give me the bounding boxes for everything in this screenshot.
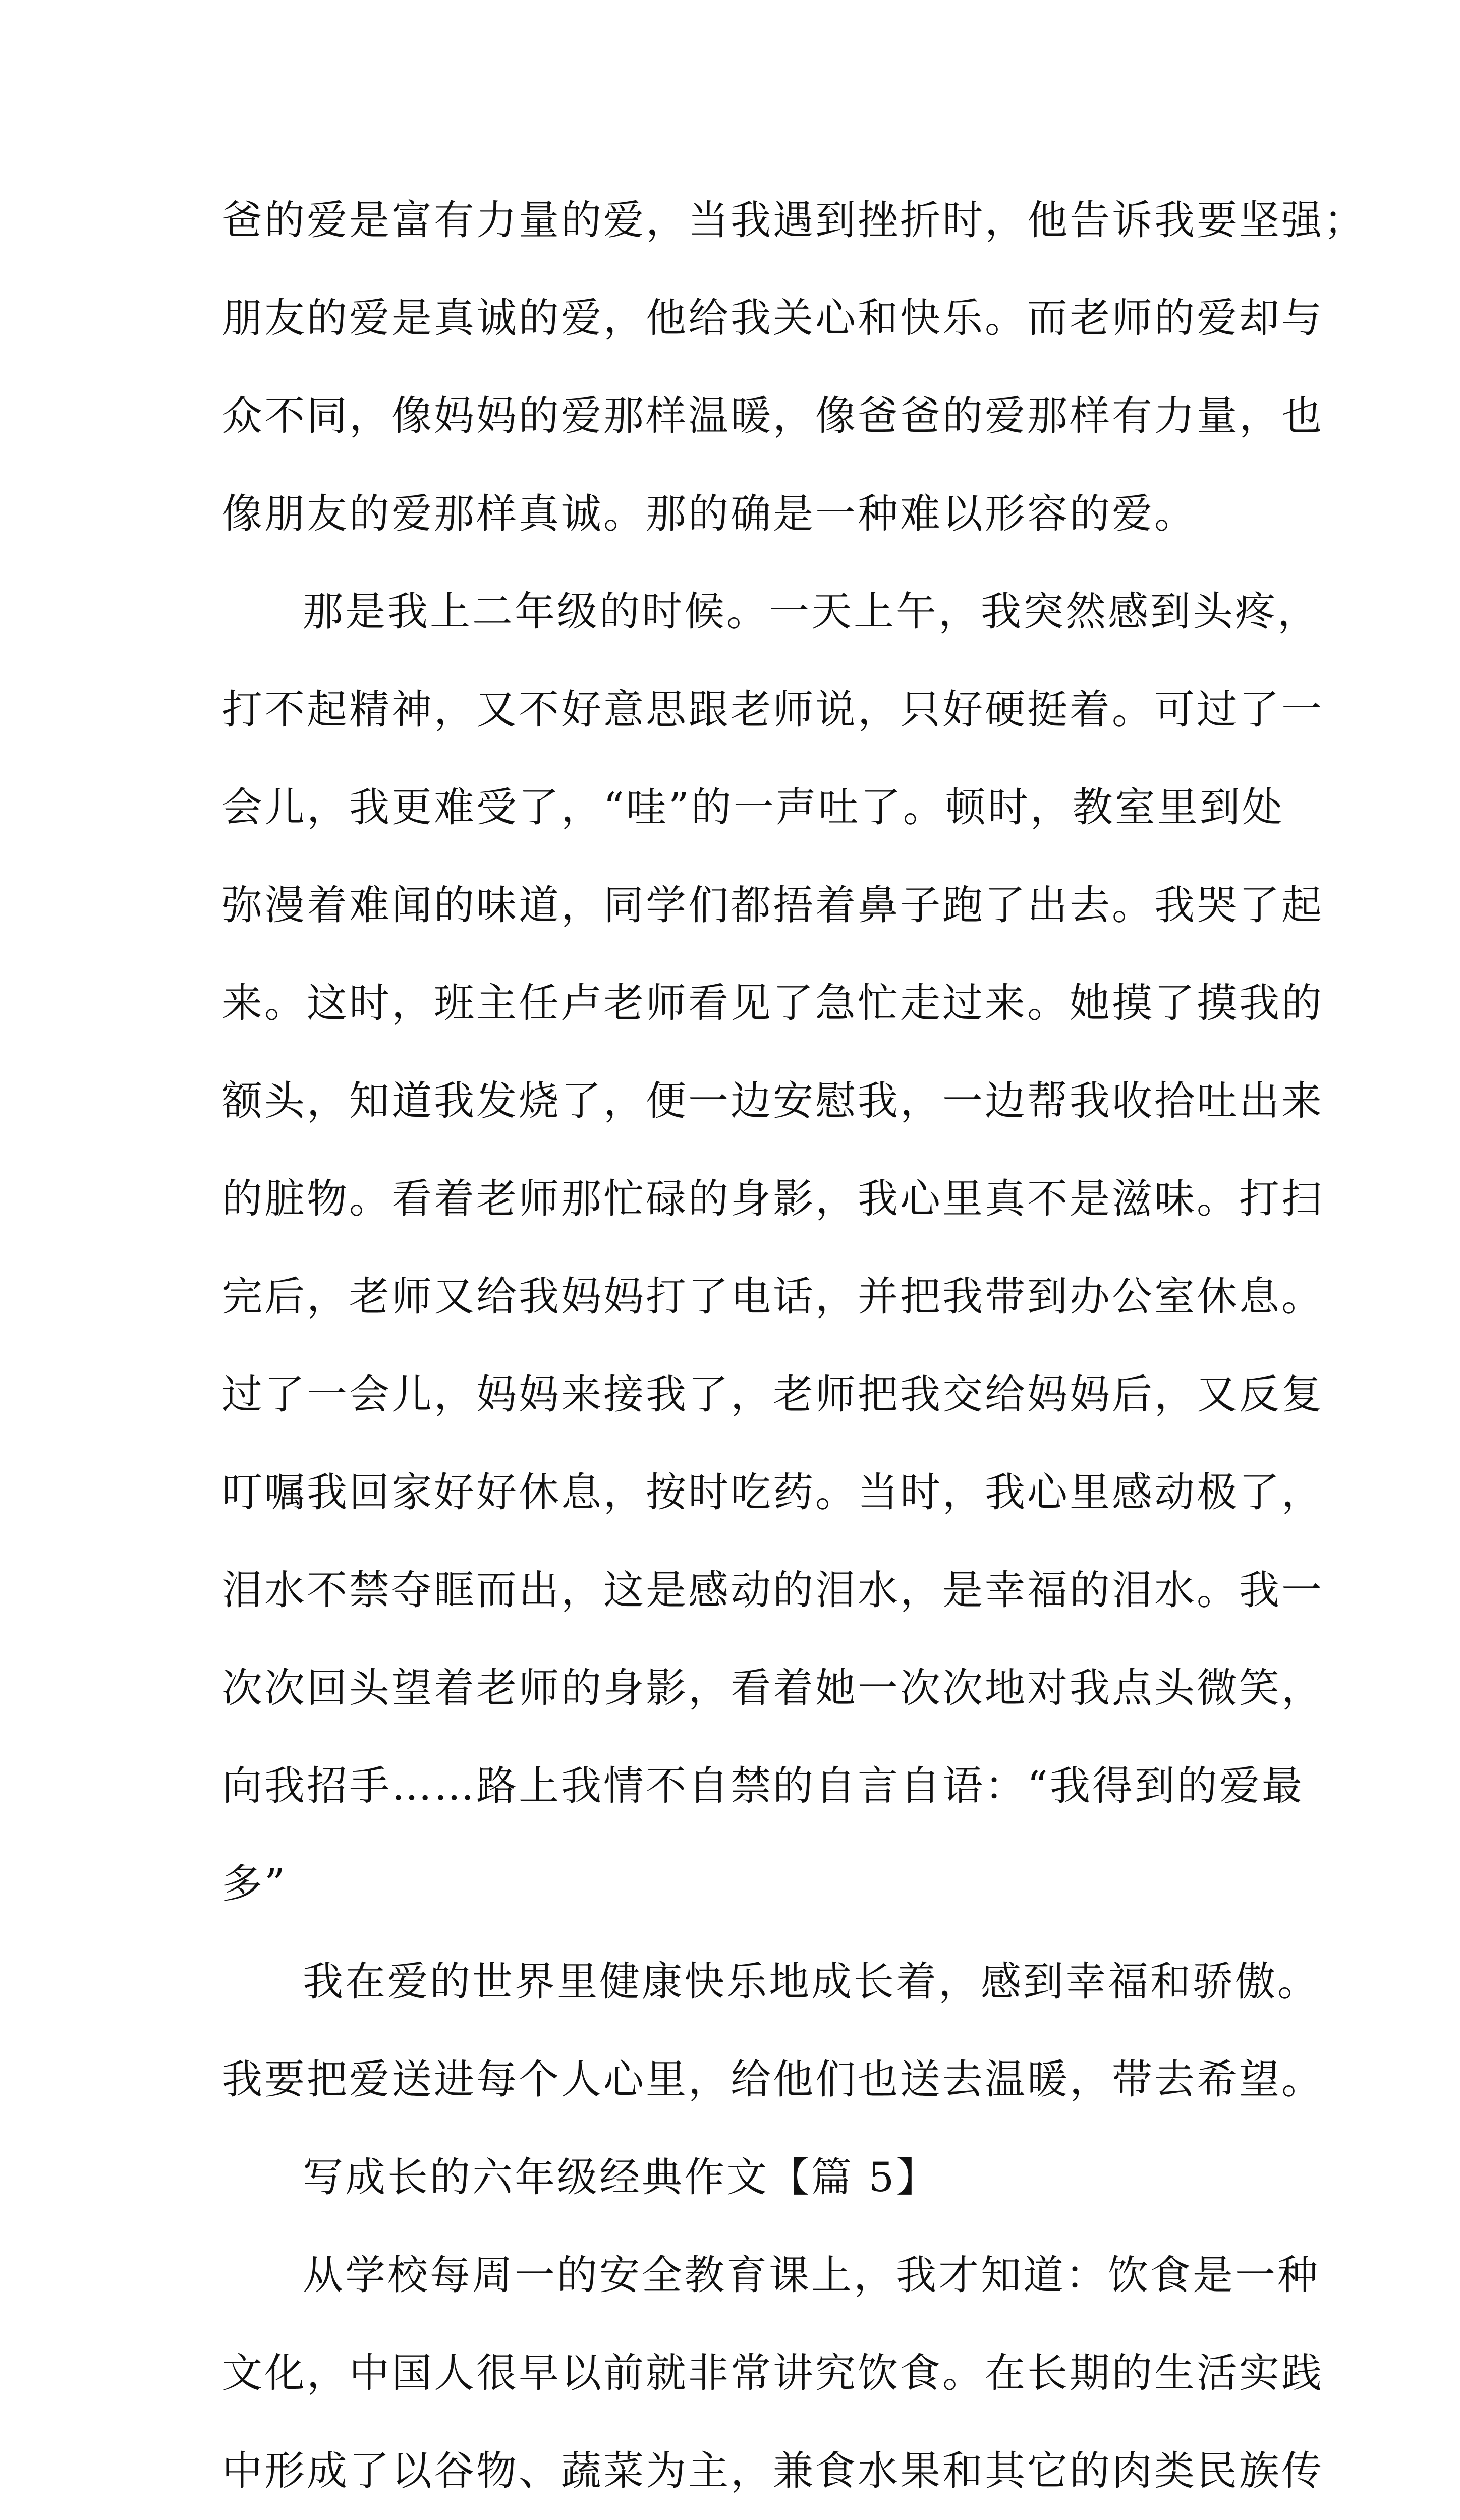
text-line: 文化，中国人很早以前就非常讲究饮食。在长期的生活实践 [222, 2350, 1324, 2396]
paragraph-start-line: 那是我上二年级的时候。一天上午，我突然感到头疼， [303, 588, 1320, 635]
paragraph-start-line: 从学校每周一的安全教育课上，我才知道：饮食是一种 [303, 2252, 1320, 2299]
text-line: 爸的爱是富有力量的爱，当我遇到挫折时，他告诉我要坚强； [222, 197, 1366, 244]
text-line: 叮嘱我回家好好休息，按时吃药。当时，我心里感动极了， [222, 1469, 1324, 1516]
text-line: 泪水不禁夺眶而出，这是感动的泪水，是幸福的泪水。我一 [222, 1567, 1324, 1614]
essay-body [222, 171, 1366, 2520]
text-line: 弥漫着难闻的味道，同学们都捂着鼻子跑了出去。我哭了起 [222, 882, 1324, 929]
text-line: 来。这时，班主任卢老师看见了急忙走过来。她摸了摸我的 [222, 980, 1324, 1026]
text-line: 的脏物。看着老师那忙碌的身影，我心里真不是滋味。打扫 [222, 1175, 1324, 1222]
paragraph-start-line: 我在爱的世界里健康快乐地成长着，感到幸福和骄傲。 [303, 1958, 1320, 2005]
section-heading: 写成长的六年级经典作文【篇 5】 [303, 2154, 939, 2201]
text-line: 打不起精神，又不好意思跟老师说，只好硬挺着。可过了一 [222, 686, 1324, 733]
text-line: 次次回头望着老师的身影，看着她一次次地对我点头微笑， [222, 1665, 1324, 1711]
text-line: 中形成了以谷物、蔬菜为主，兼食水果和其它的肉类民族传 [222, 2447, 1324, 2494]
text-line: 我要把爱送进每个人心里，给他们也送去温暖，带去希望。 [222, 2056, 1324, 2103]
text-line: 过了一会儿，妈妈来接我了，老师把我交给妈妈后，又反复 [222, 1371, 1324, 1418]
text-line: 像朋友的爱那样真诚。那的确是一种难以形容的爱。 [222, 490, 1197, 537]
text-line: 完后，老师又给我妈妈打了电话，并把我带到办公室休息。 [222, 1273, 1324, 1320]
text-line: 向我招手……路上我情不自禁的自言自语：“我得到的爱最 [222, 1762, 1304, 1809]
text-line: 众不同，像妈妈的爱那样温暖，像爸爸的爱那样有力量，也 [222, 392, 1324, 439]
text-line: 会儿，我更难受了，“哇”的一声吐了。顿时，教室里到处 [222, 784, 1284, 831]
text-line: 朋友的爱是真诚的爱，他给我关心和快乐。而老师的爱却与 [222, 295, 1324, 341]
text-line: 多” [222, 1860, 287, 1907]
text-line: 额头，知道我发烧了，便一边安慰我，一边帮我收拾吐出来 [222, 1077, 1324, 1124]
